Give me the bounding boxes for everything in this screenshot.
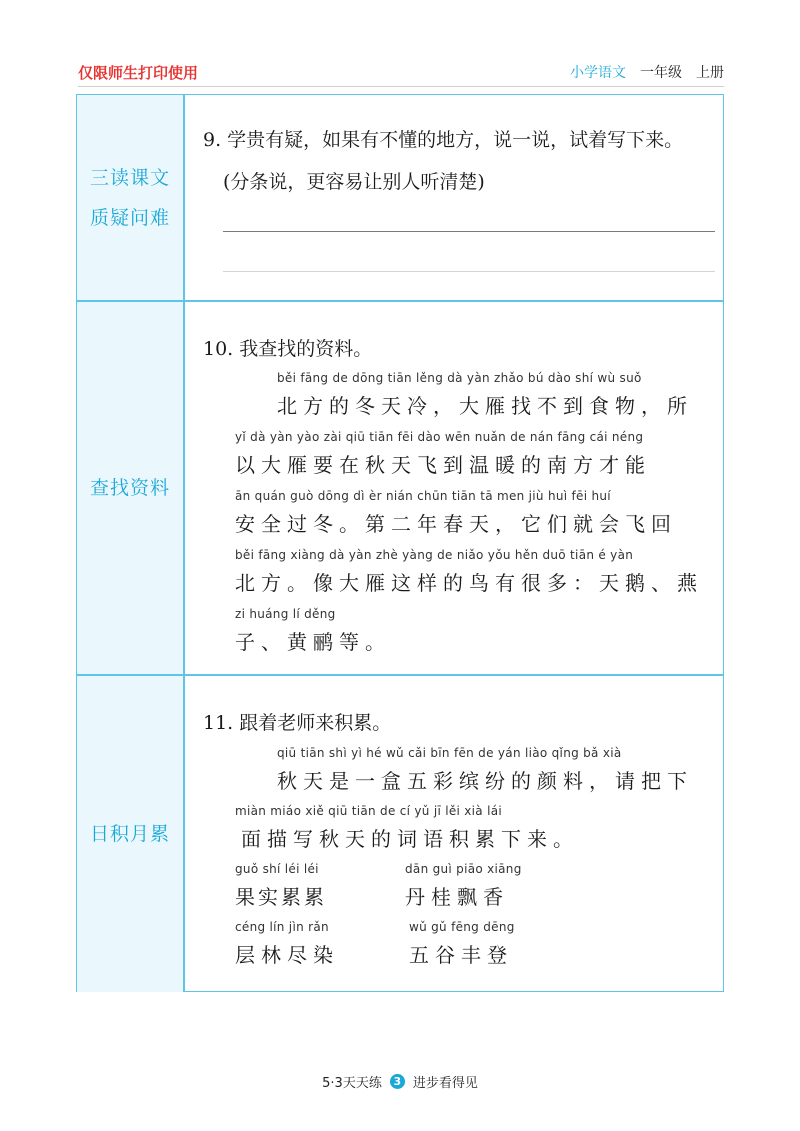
- section-body: [185, 676, 723, 992]
- subject-label: 小学语文: [570, 65, 626, 81]
- pinyin-line: yǐ dà yàn yào zài qiū tiān fēi dào wēn nuǎn de nán fāng cái néng: [235, 430, 644, 444]
- word-pinyin: wǔ gǔ fēng dēng: [409, 920, 515, 934]
- header-divider: [78, 86, 724, 87]
- word-hanzi: 果实累累: [235, 885, 327, 909]
- intro-line: 秋天是一盒五彩缤纷的颜料，请把下: [277, 769, 693, 793]
- section-body: [185, 95, 723, 300]
- section-label-line: 查找资料: [89, 477, 170, 499]
- word-hanzi: 丹桂飘香: [405, 885, 509, 909]
- pinyin-line: ān quán guò dōng dì èr nián chūn tiān tā men jiù huì fēi huí: [235, 489, 611, 503]
- pinyin-line: běi fāng xiàng dà yàn zhè yàng de niǎo yǒu hěn duō tiān é yàn: [235, 548, 634, 562]
- word-pinyin: guǒ shí léi léi: [235, 862, 319, 876]
- question-10-text: 10. 我查找的资料。: [203, 338, 373, 360]
- question-11-text: 11. 跟着老师来积累。: [203, 712, 392, 734]
- brand-text: 5·3天天练: [322, 1076, 382, 1091]
- passage-line: 北方的冬天冷，大雁找不到食物，所: [277, 394, 693, 418]
- section-research: [77, 302, 723, 676]
- word-pinyin: céng lín jìn rǎn: [235, 920, 329, 934]
- page-footer: [0, 1072, 800, 1091]
- question-9-hint: (分条说，更容易让别人听清楚): [223, 171, 485, 193]
- passage-line: 以大雁要在秋天飞到温暖的南方才能: [235, 453, 651, 477]
- section-accumulate: [77, 676, 723, 992]
- section-questioning: [77, 95, 723, 302]
- section-label-line: 质疑问难: [89, 206, 170, 229]
- grade-label: 一年级: [640, 65, 682, 81]
- section-label-line: 日积月累: [89, 823, 170, 845]
- question-9-text: 9. 学贵有疑，如果有不懂的地方，说一说，试着写下来。: [203, 129, 684, 151]
- worksheet-table: [76, 94, 724, 992]
- pinyin-line: qiū tiān shì yì hé wǔ cǎi bīn fēn de yán liào qǐng bǎ xià: [277, 746, 622, 760]
- section-label-panel: [77, 676, 185, 992]
- passage-line: 子、黄鹂等。: [235, 630, 391, 654]
- slogan-text: 进步看得见: [412, 1076, 478, 1091]
- passage-line: 安全过冬。第二年春天，它们就会飞回: [235, 512, 677, 536]
- passage-line: 北方。像大雁这样的鸟有很多：天鹅、燕: [235, 571, 703, 595]
- section-label-panel: [77, 302, 185, 674]
- volume-label: 上册: [696, 65, 724, 81]
- word-hanzi: 层林尽染: [235, 943, 339, 967]
- pinyin-line: zi huáng lí děng: [235, 607, 336, 621]
- section-label-line: 三读课文: [89, 166, 170, 189]
- section-label-panel: [77, 95, 185, 300]
- answer-line[interactable]: [223, 271, 715, 272]
- page-number-badge: 3: [390, 1074, 405, 1089]
- answer-line[interactable]: [223, 231, 715, 232]
- intro-line: 面描写秋天的词语积累下来。: [241, 827, 579, 851]
- section-body: [185, 302, 723, 674]
- pinyin-line: běi fāng de dōng tiān lěng dà yàn zhǎo bú dào shí wù suǒ: [277, 371, 642, 385]
- word-pinyin: dān guì piāo xiāng: [405, 862, 522, 876]
- word-hanzi: 五谷丰登: [409, 943, 513, 967]
- pinyin-line: miàn miáo xiě qiū tiān de cí yǔ jī lěi xià lái: [235, 804, 503, 818]
- print-notice: 仅限师生打印使用: [78, 64, 199, 82]
- book-info: [570, 62, 724, 82]
